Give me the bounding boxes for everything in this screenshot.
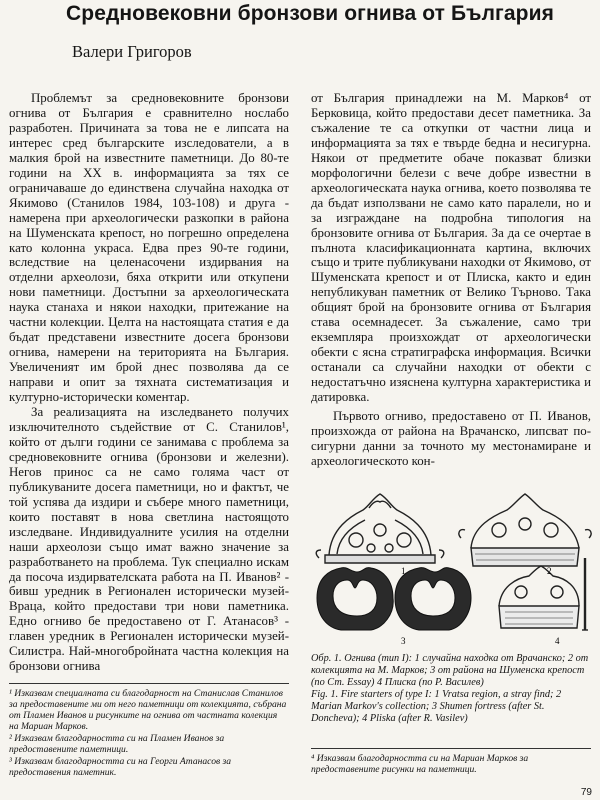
caption-bulgarian: Обр. 1. Огнива (тип I): 1 случайна находка от Врачанско; 2 от колекцията на М. Марков; 3 от района на Шуменска крепост (по Ст. Essay) 4 Плиска (по Р. Василев) bbox=[311, 653, 589, 688]
footnote: ⁴ Изказвам благодарността си на Мариан Марков за предоставените рисунки на паметници. bbox=[311, 753, 529, 775]
right-column bbox=[311, 91, 591, 469]
fire-starter-drawings bbox=[311, 488, 593, 648]
fire-starter-drawing-2 bbox=[459, 494, 591, 566]
footnotes-left bbox=[9, 683, 289, 779]
paragraph: от България принадлежи на М. Марков⁴ от Берковица, който предостави десет паметника. За съжаление те са откупки от частни лица и информацията за тях е твърде бедна и несигурна. Някои от предметите обаче показват близки морфологични белези с вече добре известни в археологическата наука огнива, което позволява те да бъдат използвани не само като паралели, но и за изграждане на подробна типология на бронзовите огнива от България. За да се очертае в пълнота класификационната картина, включих също и трите публикувани находки от Якимово, от Шуменската крепост и от Плиска, както и един непубликуван паметник от Велико Търново. Така общият брой на бронзовите огнива от България става осемнадесет. За съжаление, само три екземпляра произхождат от археологически обекти с ясна стратиграфска информация. Всички останали са случайни находки от обекти с недостатъчно изяснена културна характеристика и датировка. bbox=[311, 91, 591, 405]
caption-english: Fig. 1. Fire starters of type I: 1 Vratsa region, a stray find; 2 Marian Markov's collection; 3 Shumen fortress (after St. Doncheva); 4 Pliska (after R. Vasilev) bbox=[311, 689, 562, 724]
footnotes-right bbox=[311, 748, 591, 775]
fire-starter-drawing-1 bbox=[316, 494, 444, 563]
footnote: ² Изказвам благодарността си на Пламен Иванов за предоставените паметници. bbox=[9, 733, 225, 755]
footnote: ³ Изказвам благодарността си на Георги Атанасов за предоставения паметник. bbox=[9, 756, 232, 778]
figure-label: 3 bbox=[401, 636, 406, 646]
figure-label: 1 bbox=[401, 566, 406, 576]
page-number: 79 bbox=[580, 787, 592, 798]
paragraph: За реализацията на изследването получих изключителното съдействие от С. Станилов¹, който от дълги години се занимава с проблема за средновековните огнива (бронзови и железни). Негов принос са не само голяма част от публикуваните досега паметници, но и фактът, че той успява да издири и събере много паметници, които поставят в нова светлина настоящото изследване. Индивидуалните усилия на отделни наши археолози също имат важно значение за разработването на проблема. Тук специално искам да посоча издирвателската работа на П. Иванов² - бивш уредник в Регионален исторически музей-Враца, който предостави три нови паметника. Едно огниво бе предоставено от Г. Атанасов³ - главен уредник в Регионален исторически музей-Силистра. Най-многобройната частна колекция на бронзови огнива bbox=[9, 405, 289, 674]
paragraph: Първото огниво, предоставено от П. Иванов, произхожда от района на Врачанско, липсват по-сигурни данни за точното му местонамиране и археологическото кон- bbox=[311, 409, 591, 468]
fire-starter-drawing-4 bbox=[499, 558, 588, 630]
figure-fire-starters bbox=[311, 488, 593, 648]
footnote: ¹ Изказвам специалната си благодарност на Станислав Станилов за предоставените ми от него паметници от колекцията, събрана от Пламен Иванов и рисунките на огнива от частната колекция на Мариан Марков. bbox=[9, 688, 287, 732]
author-name: Валери Григоров bbox=[72, 42, 192, 61]
article-title: Средновековни бронзови огнива от България bbox=[66, 2, 554, 25]
fire-starter-drawing-3 bbox=[317, 568, 471, 630]
figure-label: 4 bbox=[555, 636, 560, 646]
figure-label: 2 bbox=[547, 566, 552, 576]
left-column bbox=[9, 91, 289, 674]
figure-caption bbox=[311, 653, 593, 725]
paragraph: Проблемът за средновековните бронзови огнива от България е сравнително нослабо разработен. Причината за това не е липсата на интерес сред българските изследователи, а в малкия брой на известните паметници. До 80-те години на XX в. информацията за тях се ограничаваше до единствена случайна находка от Якимово (Станилов 1984, 103-108) и друга - намерена при археологически разкопки в района на Шуменската крепост, но погрешно определена като колонна украса. Едва през 90-те години, вследствие на целенасочени издирвания на отделни археолози, бяха открити или откупени нови паметници. Достъпни за археологическата наука станаха и някои находки, притежание на частни колекции. Целта на настоящата статия е да бъдат представени известните досега бронзови огнива, намерени на територията на България. Увеличеният им брой днес позволява да се направи и опит за тяхната систематизация и културно-исторически коментар. bbox=[9, 91, 289, 405]
